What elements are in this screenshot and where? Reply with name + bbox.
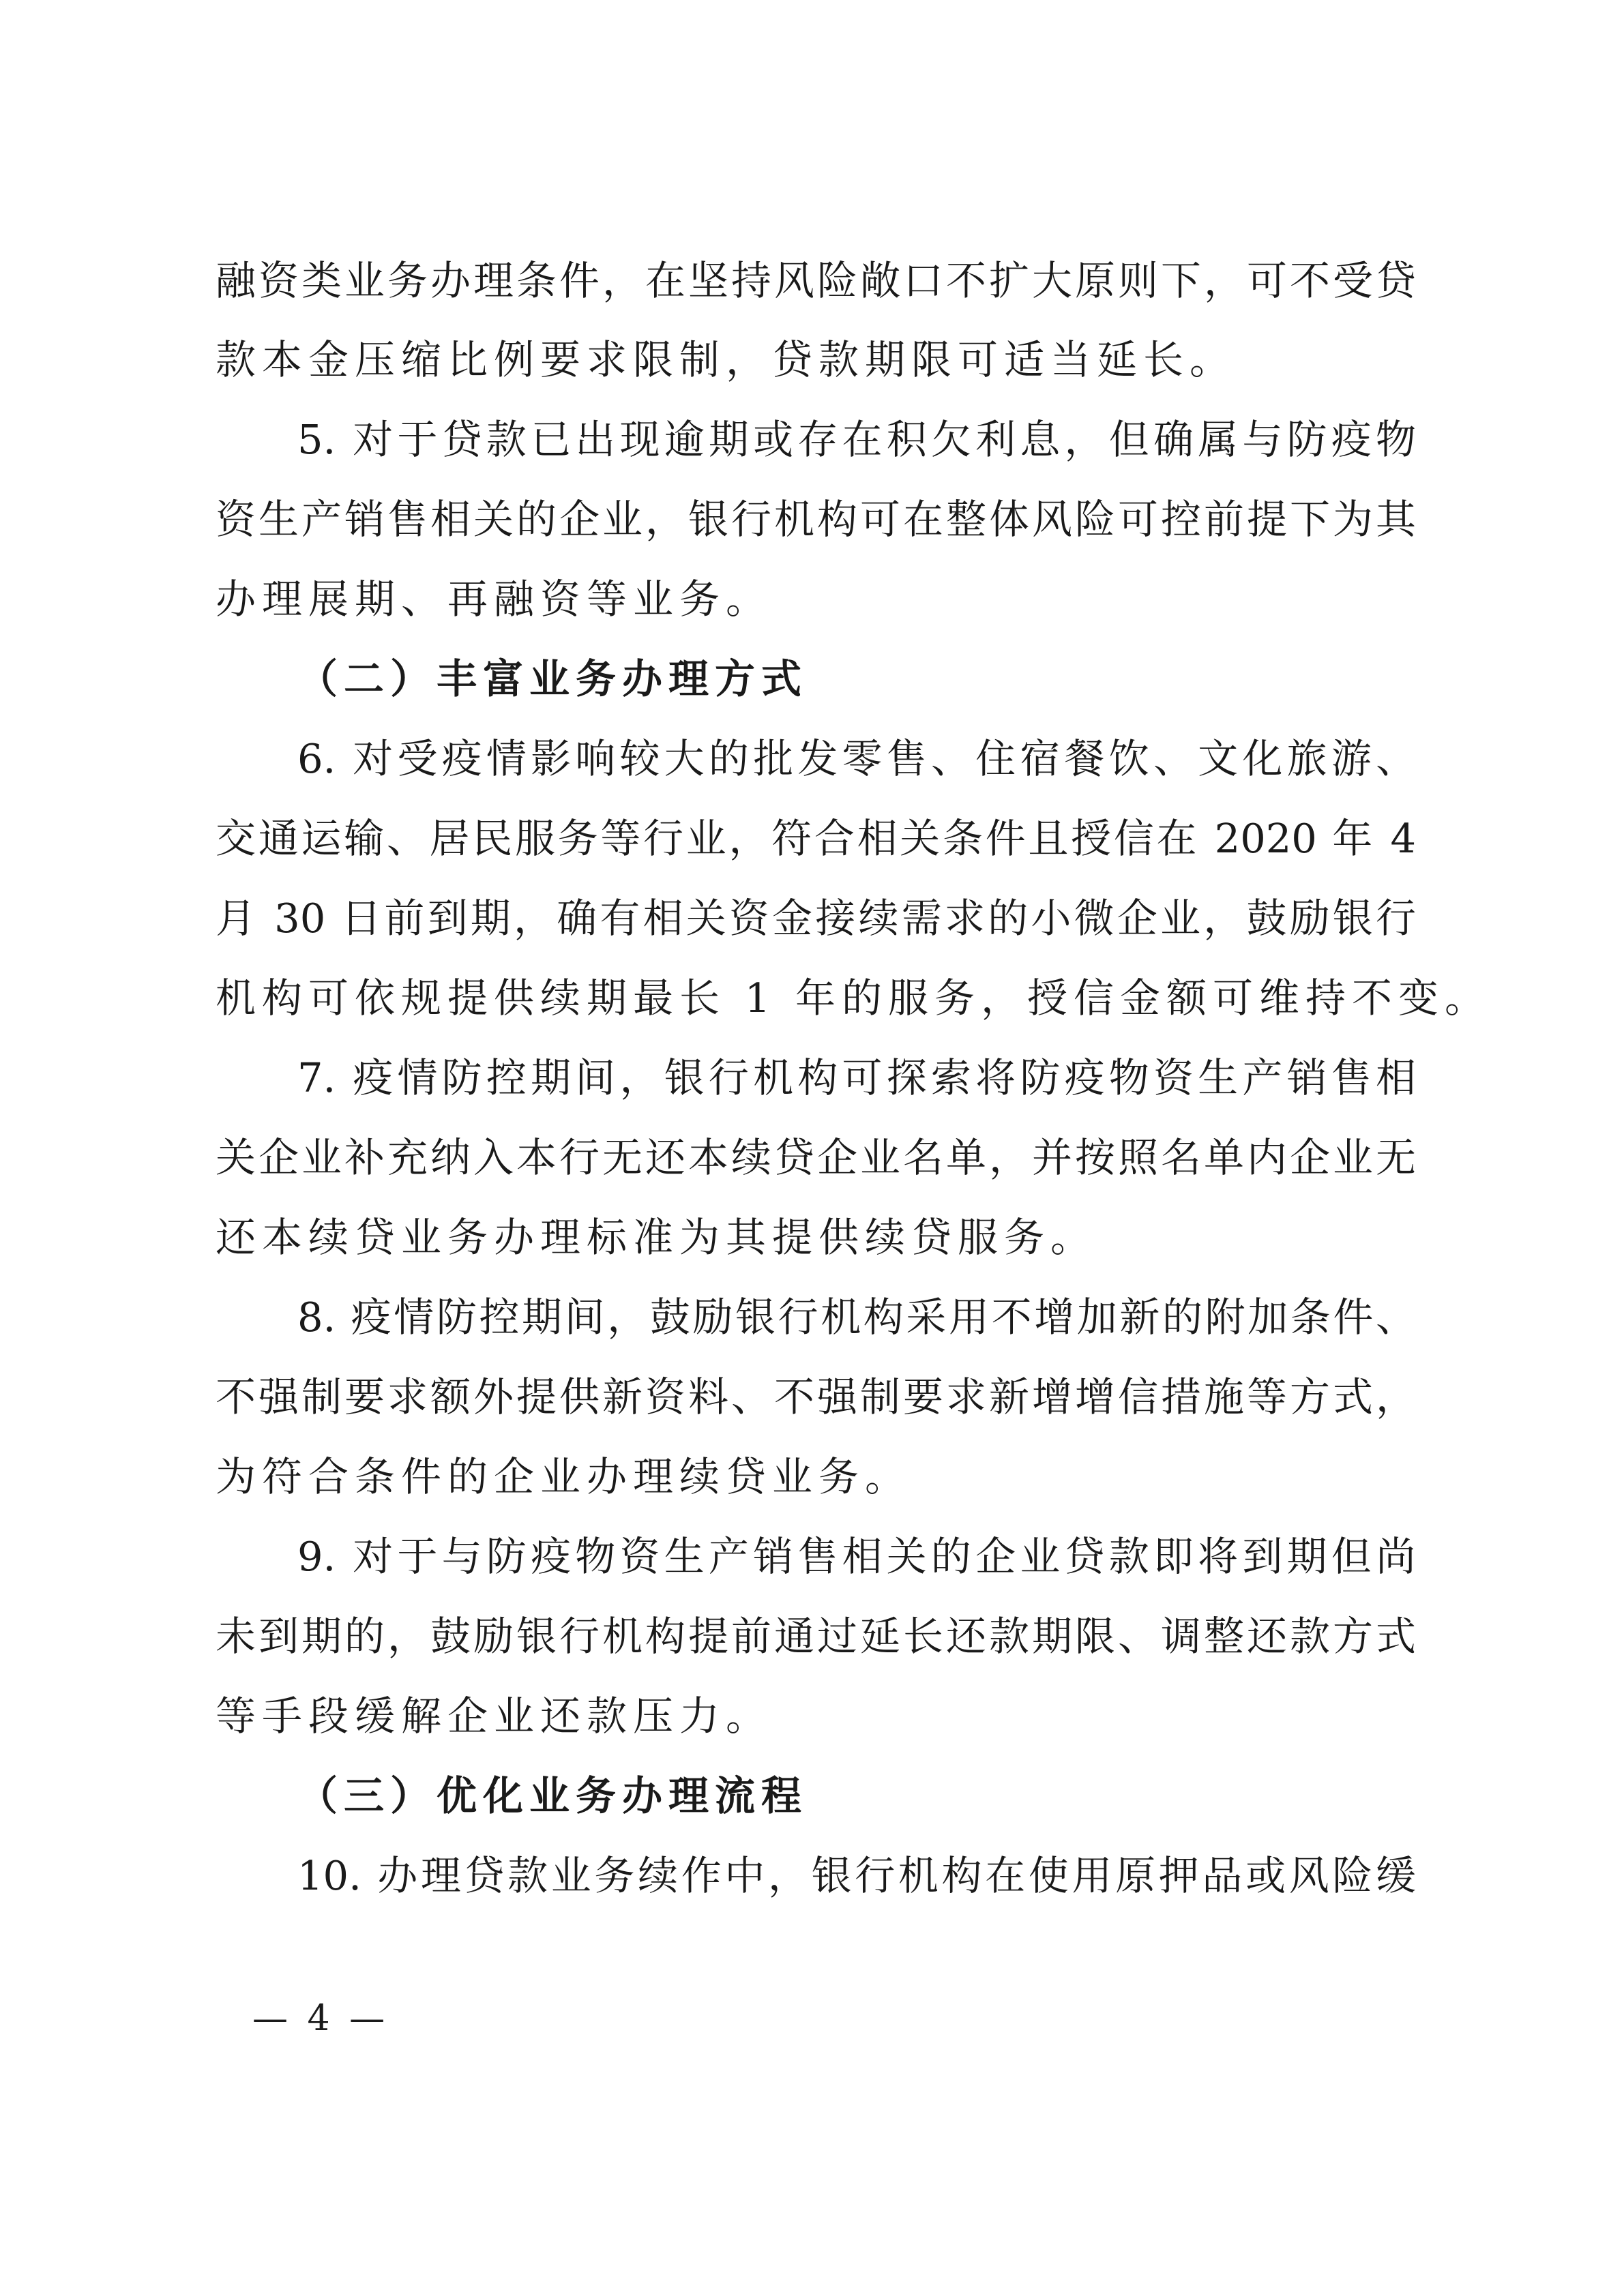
body-line: 不强制要求额外提供新资料、不强制要求新增增信措施等方式， [216,1373,1416,1420]
body-line: 为符合条件的企业办理续贷业务。 [216,1453,912,1500]
paragraph-10-line: 10. 办理贷款业务续作中，银行机构在使用原押品或风险缓 [297,1852,1416,1899]
paragraph-9-line: 9. 对于与防疫物资生产销售相关的企业贷款即将到期但尚 [297,1533,1416,1580]
body-line: 关企业补充纳入本行无还本续贷企业名单，并按照名单内企业无 [216,1134,1416,1181]
paragraph-5-line: 5. 对于贷款已出现逾期或存在积欠利息，但确属与防疫物 [297,416,1416,463]
paragraph-8-line: 8. 疫情防控期间，鼓励银行机构采用不增加新的附加条件、 [297,1294,1416,1341]
body-line: 款本金压缩比例要求限制，贷款期限可适当延长。 [216,336,1237,383]
body-line: 等手段缓解企业还款压力。 [216,1693,773,1740]
body-line: 交通运输、居民服务等行业，符合相关条件且授信在 2020 年 4 [216,815,1416,862]
paragraph-6-line: 6. 对受疫情影响较大的批发零售、住宿餐饮、文化旅游、 [297,735,1416,782]
body-line: 还本续贷业务办理标准为其提供续贷服务。 [216,1214,1097,1261]
section-heading-2: （二）丰富业务办理方式 [297,655,808,702]
body-line: 月 30 日前到期，确有相关资金接续需求的小微企业，鼓励银行 [216,895,1416,942]
body-line: 机构可依规提供续期最长 1 年的服务，授信金额可维持不变。 [216,974,1492,1022]
body-line: 资生产销售相关的企业，银行机构可在整体风险可控前提下为其 [216,496,1416,543]
paragraph-7-line: 7. 疫情防控期间，银行机构可探索将防疫物资生产销售相 [297,1054,1416,1101]
body-line: 融资类业务办理条件，在坚持风险敞口不扩大原则下，可不受贷 [216,257,1416,304]
body-line: 办理展期、再融资等业务。 [216,576,773,623]
body-line: 未到期的，鼓励银行机构提前通过延长还款期限、调整还款方式 [216,1613,1416,1660]
section-heading-3: （三）优化业务办理流程 [297,1772,808,1819]
page-number: — 4 — [252,1998,389,2039]
